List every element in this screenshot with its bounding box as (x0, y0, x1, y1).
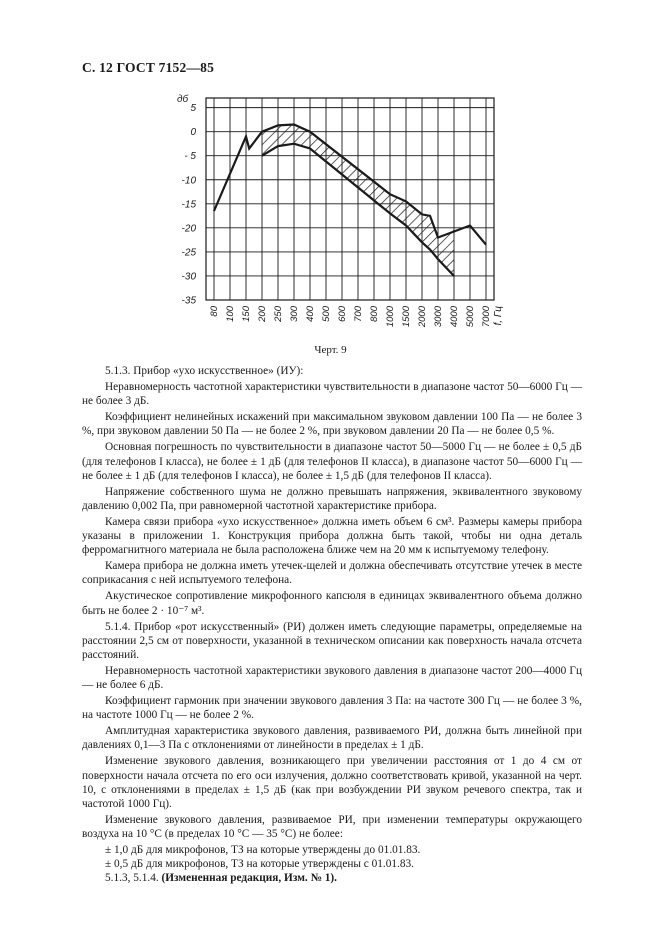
amendment-ref: 5.1.3, 5.1.4. (105, 872, 159, 885)
paragraph: Камера прибора не должна иметь утечек-щелей и должна обеспечивать отсутствие утечек в месте соприкасания с ней испытуемого телефона. (82, 560, 582, 587)
paragraph: 5.1.3. Прибор «ухо искусственное» (ИУ): (105, 365, 304, 377)
paragraph: Камера связи прибора «ухо искусственное» должна иметь объем 6 см³. Размеры камеры прибора указаны в приложении 1. Конструкция прибора должна быть такой, чтобы ни одна деталь ферромагнитного материала не была расположена ближе чем на 20 мм к испытуемому телефону. (82, 515, 582, 557)
paragraph: ± 1,0 дБ для микрофонов, ТЗ на которые утверждены до 01.01.83. (105, 844, 421, 856)
x-tick-label: 3000 (433, 306, 444, 328)
paragraph: Изменение звукового давления, возникающего при увеличении расстояния от 1 до 4 см от поверхности начала отсчета по его оси излучения, должно соответствовать кривой, указанной на черт. 10, с отклонениями в пределах ± 1,5 дБ (как при возбуждении РИ звуком речевого спектра, так и частотой 1000 Гц). (82, 755, 582, 810)
paragraph: 5.1.4. Прибор «рот искусственный» (РИ) должен иметь следующие параметры, определяемые на расстоянии 2,5 см от поверхности, указанной в техническом описании как поверхность начала отсчета расстояний. (82, 620, 582, 661)
y-axis-ticks (182, 103, 197, 306)
paragraph: Изменение звукового давления, развиваемое РИ, при изменении температуры окружающего воздуха на 10 °С (в пределах 10 °С — 35 °С) не более: (82, 813, 582, 840)
y-tick-label: - 5 (184, 151, 196, 163)
x-axis-ticks (209, 305, 492, 328)
paragraph: Амплитудная характеристика звукового давления, развиваемого РИ, должна быть линейной при давлениях 0,1—3 Па с отклонениями от линейности в пределах ± 1 дБ. (82, 725, 582, 752)
paragraph: Напряжение собственного шума не должно превышать напряжения, эквивалентного звуковому давлению 0,002 Па, при равномерной частотной характеристике прибора. (82, 485, 582, 512)
y-axis-label: дб (177, 94, 189, 105)
x-tick-label: 250 (273, 306, 284, 322)
amendment-label: (Измененная редакция, Изм. № 1). (161, 872, 337, 885)
y-tick-label: -20 (181, 223, 196, 235)
x-tick-label: 800 (369, 306, 380, 322)
x-tick-label: 150 (241, 306, 252, 322)
paragraph: Основная погрешность по чувствительности в диапазоне частот 50—5000 Гц — не более ± 0,5 дБ (для телефонов I класса), не более ± 1 дБ (для телефонов II класса), в диапазоне частот 50—6000 Гц — не более ± 1 дБ (для телефонов I класса), не более ± 1,5 дБ (для телефонов II класса). (82, 441, 582, 482)
x-tick-label: 7000 (481, 306, 492, 328)
x-tick-label: 1000 (385, 306, 396, 328)
x-tick-label: 300 (289, 306, 300, 322)
x-tick-label: 600 (337, 306, 348, 322)
paragraph: ± 0,5 дБ для микрофонов, ТЗ на которые утверждены с 01.01.83. (105, 858, 414, 871)
x-tick-label: 80 (209, 306, 220, 317)
x-tick-label: 4000 (449, 306, 460, 328)
x-tick-label: 1500 (401, 306, 412, 328)
paragraph: Неравномерность частотной характеристики чувствительности в диапазоне частот 50—6000 Гц — не более 3 дБ. (82, 381, 582, 408)
body-text (82, 364, 582, 887)
paragraph: Акустическое сопротивление микрофонного капсюля в единицах эквивалентного объема должно быть не более 2 · 10⁻⁷ м³. (82, 590, 582, 617)
x-tick-label: 400 (305, 306, 316, 322)
page-header: С. 12 ГОСТ 7152—85 (82, 60, 215, 75)
y-tick-label: -10 (181, 175, 196, 187)
amendment-note (82, 871, 582, 885)
x-tick-label: 100 (225, 306, 236, 322)
y-tick-label: 5 (190, 103, 196, 115)
paragraph: Неравномерность частотной характеристики звукового давления в диапазоне частот 200—4000 Гц — не более 6 дБ. (82, 664, 582, 691)
x-tick-label: 5000 (465, 306, 476, 328)
paragraph: Коэффициент гармоник при значении звукового давления 3 Па: на частоте 300 Гц — не более 3 %, на частоте 1000 Гц — не более 2 %. (82, 695, 582, 722)
y-tick-label: -15 (181, 199, 196, 211)
y-tick-label: 0 (190, 127, 196, 139)
x-axis-label: f, Гц (493, 306, 505, 326)
frequency-response-chart (150, 88, 520, 334)
y-tick-label: -35 (181, 295, 196, 307)
x-tick-label: 500 (321, 306, 332, 322)
x-tick-label: 2000 (417, 306, 428, 328)
y-tick-label: -25 (181, 247, 196, 259)
y-tick-label: -30 (181, 271, 196, 283)
x-tick-label: 200 (257, 306, 268, 322)
x-tick-label: 700 (353, 306, 364, 322)
figure-caption: Черт. 9 (314, 344, 347, 356)
paragraph: Коэффициент нелинейных искажений при максимальном звуковом давлении 100 Па — не более 3 %, при звуковом давлении 50 Па — не более 2 %, при звуковом давлении 20 Па — не более 0,5 %. (82, 411, 582, 438)
upper-limit-curve (214, 125, 486, 245)
